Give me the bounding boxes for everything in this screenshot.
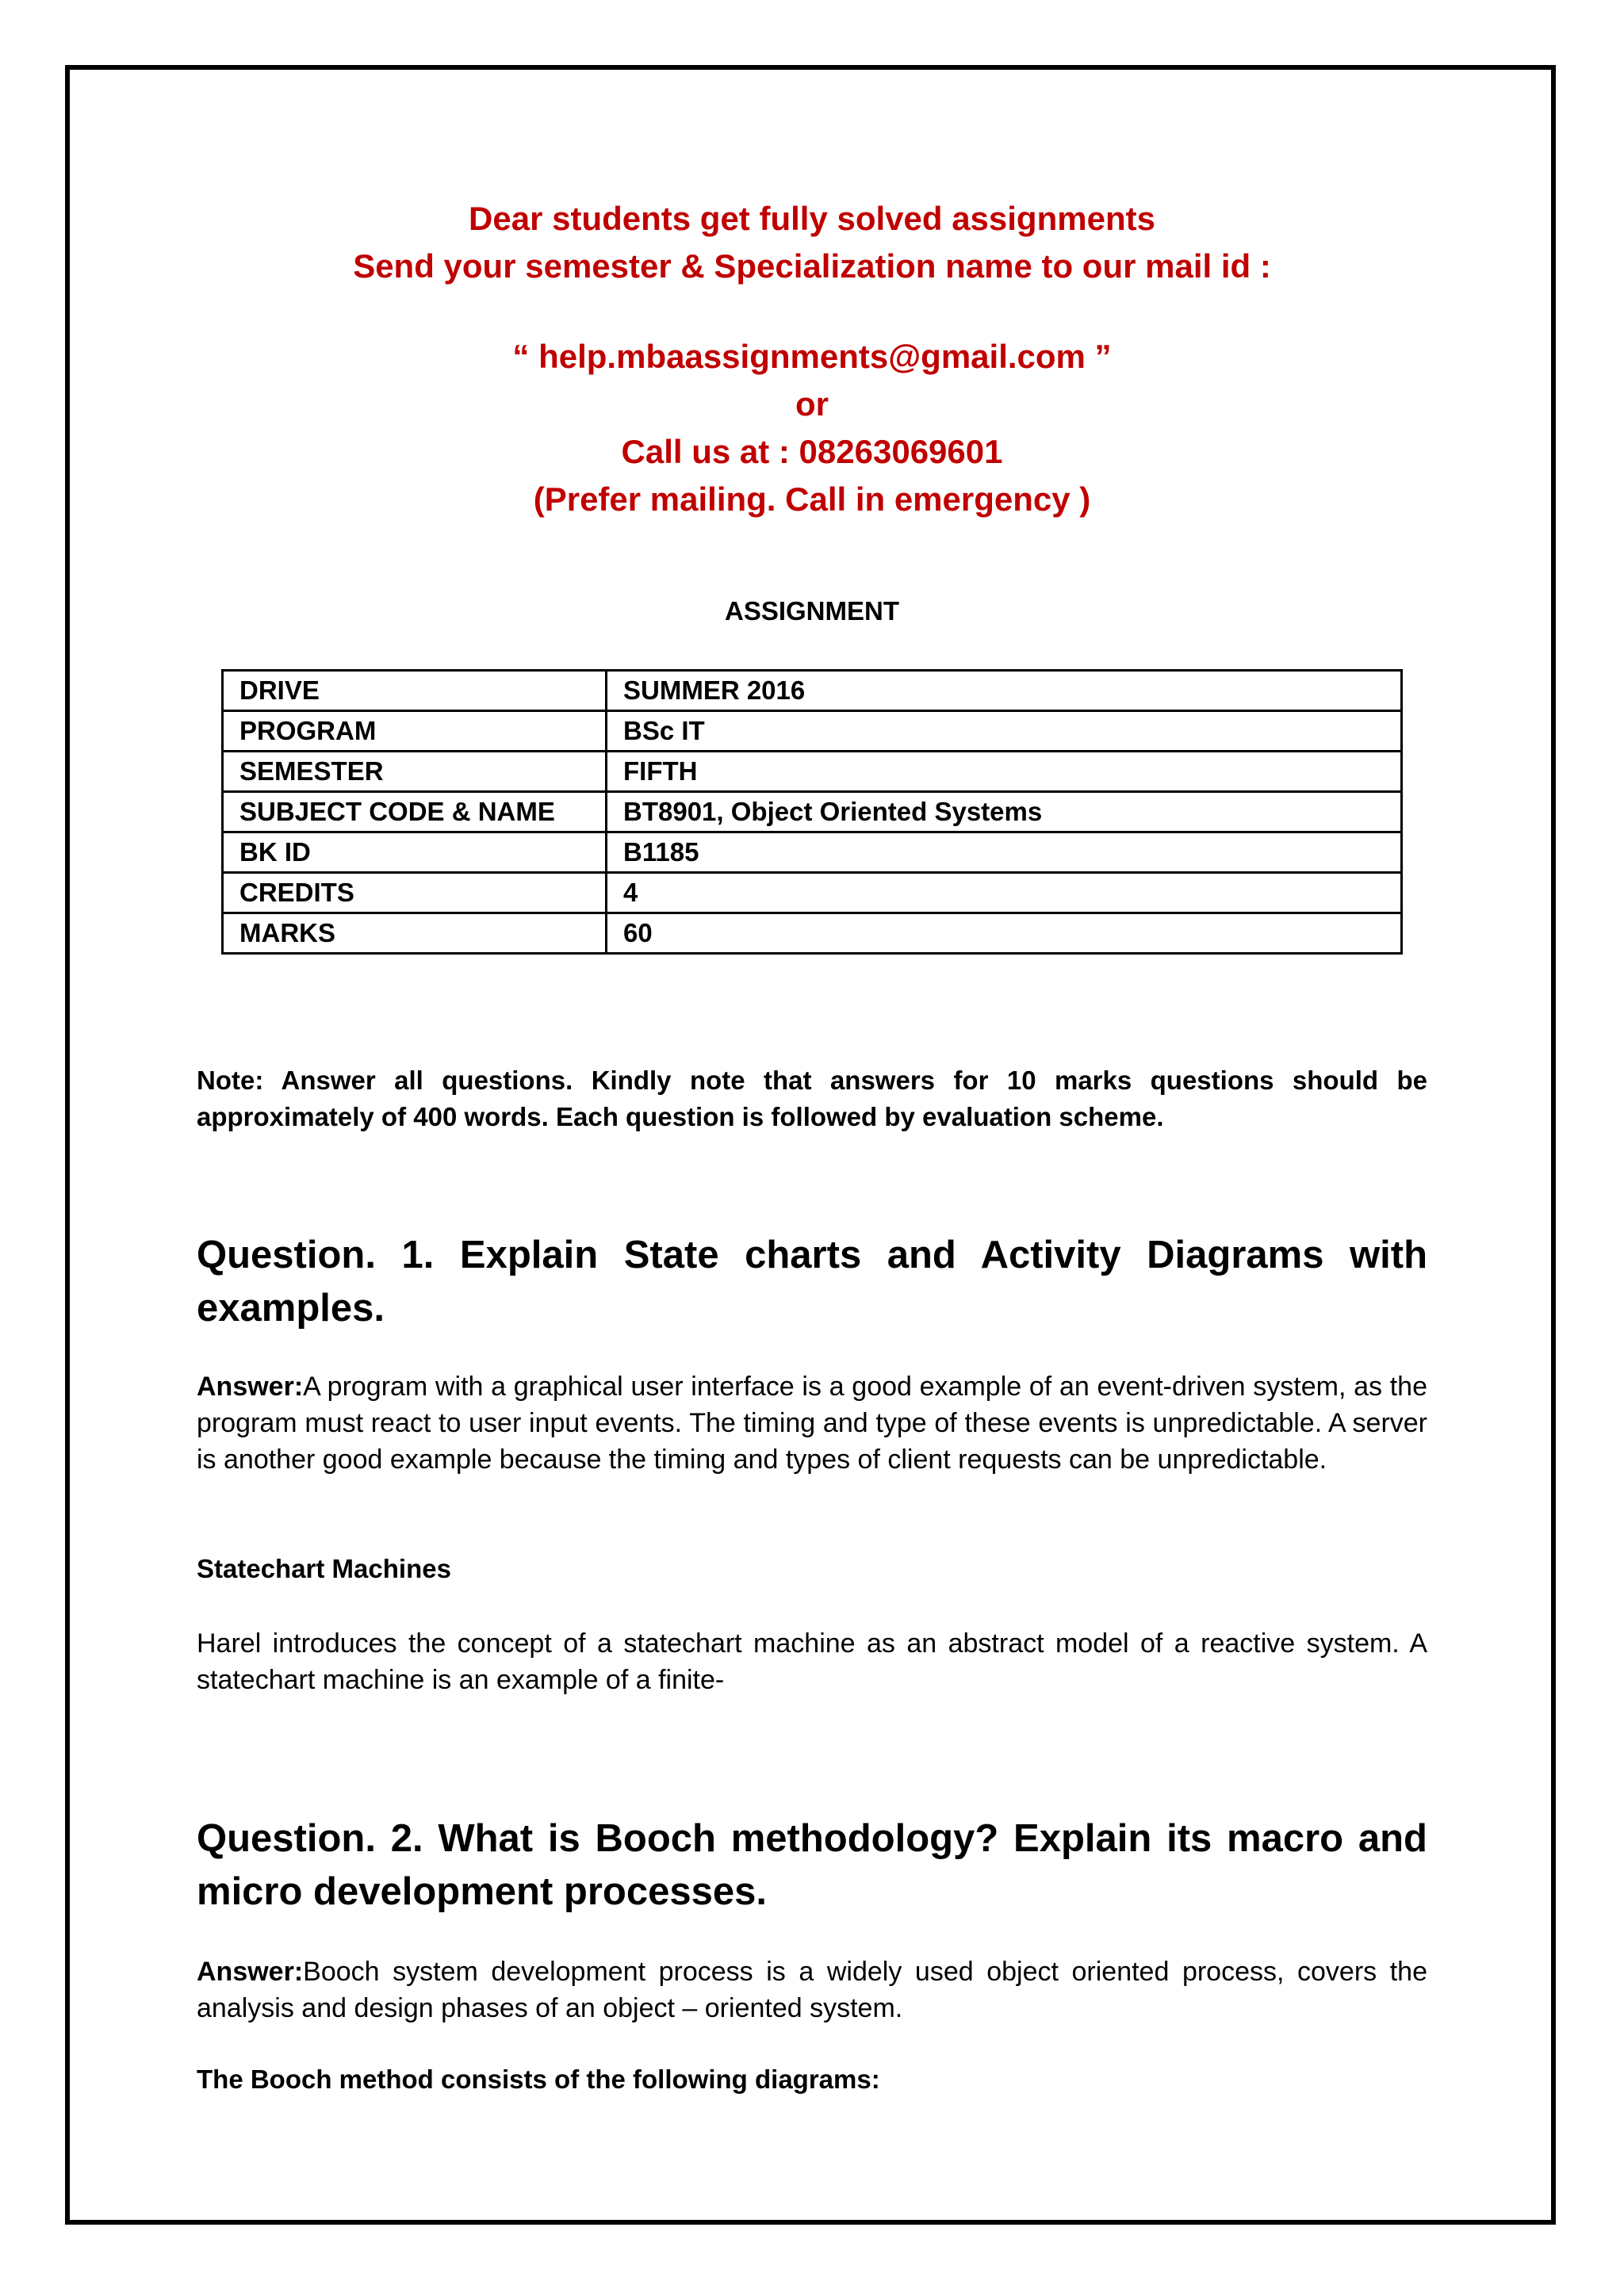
question-1-answer: [197, 1368, 1427, 1478]
table-key: CREDITS: [223, 873, 607, 913]
question-1-subheading: Statechart Machines: [197, 1554, 451, 1583]
note-paragraph: Note: Answer all questions. Kindly note that answers for 10 marks questions should be approximately of 400 words. Each question is followed by evaluation scheme.: [197, 1066, 1427, 1131]
table-value: B1185: [607, 832, 1402, 873]
promo-prefer: (Prefer mailing. Call in emergency ): [533, 480, 1091, 518]
table-key: SEMESTER: [223, 752, 607, 792]
assignment-info-table: [221, 669, 1403, 955]
table-row: [223, 873, 1402, 913]
table-key: DRIVE: [223, 671, 607, 711]
table-value: SUMMER 2016: [607, 671, 1402, 711]
table-value: 4: [607, 873, 1402, 913]
table-value: BSc IT: [607, 711, 1402, 752]
question-1-title: Question. 1. Explain State charts and Activity Diagrams with examples.: [197, 1234, 1427, 1330]
question-1-paragraph: Harel introduces the concept of a statechart machine as an abstract model of a reactive system. A statechart machine is an example of a finite-: [197, 1628, 1427, 1695]
promo-line-1: Dear students get fully solved assignments: [469, 200, 1155, 237]
table-key: SUBJECT CODE & NAME: [223, 792, 607, 832]
answer-text: Booch system development process is a widely used object oriented process, covers the analysis and design phases of an object – oriented system.: [197, 1957, 1427, 2023]
promo-email: “ help.mbaassignments@gmail.com ”: [512, 338, 1112, 375]
promo-or: or: [795, 385, 829, 423]
table-key: MARKS: [223, 913, 607, 954]
question-2-answer: [197, 1954, 1427, 2026]
table-row: [223, 752, 1402, 792]
table-row: [223, 792, 1402, 832]
table-row: [223, 671, 1402, 711]
promo-line-2: Send your semester & Specialization name to our mail id :: [353, 247, 1271, 285]
table-key: PROGRAM: [223, 711, 607, 752]
table-row: [223, 711, 1402, 752]
question-2-subheading: The Booch method consists of the following diagrams:: [197, 2064, 880, 2094]
promo-call: Call us at : 08263069601: [621, 433, 1003, 470]
table-value: 60: [607, 913, 1402, 954]
table-key: BK ID: [223, 832, 607, 873]
question-2-title: Question. 2. What is Booch methodology? Explain its macro and micro development processes.: [197, 1817, 1427, 1913]
table-row: [223, 913, 1402, 954]
table-value: FIFTH: [607, 752, 1402, 792]
answer-text: A program with a graphical user interface is a good example of an event-driven system, as the program must react to user input events. The timing and type of these events is unpredictable. A server is another good example because the timing and types of client requests can be unpredictable.: [197, 1372, 1427, 1475]
assignment-title: ASSIGNMENT: [724, 596, 899, 626]
answer-label: Answer:: [197, 1372, 304, 1402]
table-value: BT8901, Object Oriented Systems: [607, 792, 1402, 832]
table-row: [223, 832, 1402, 873]
answer-label: Answer:: [197, 1957, 304, 1987]
